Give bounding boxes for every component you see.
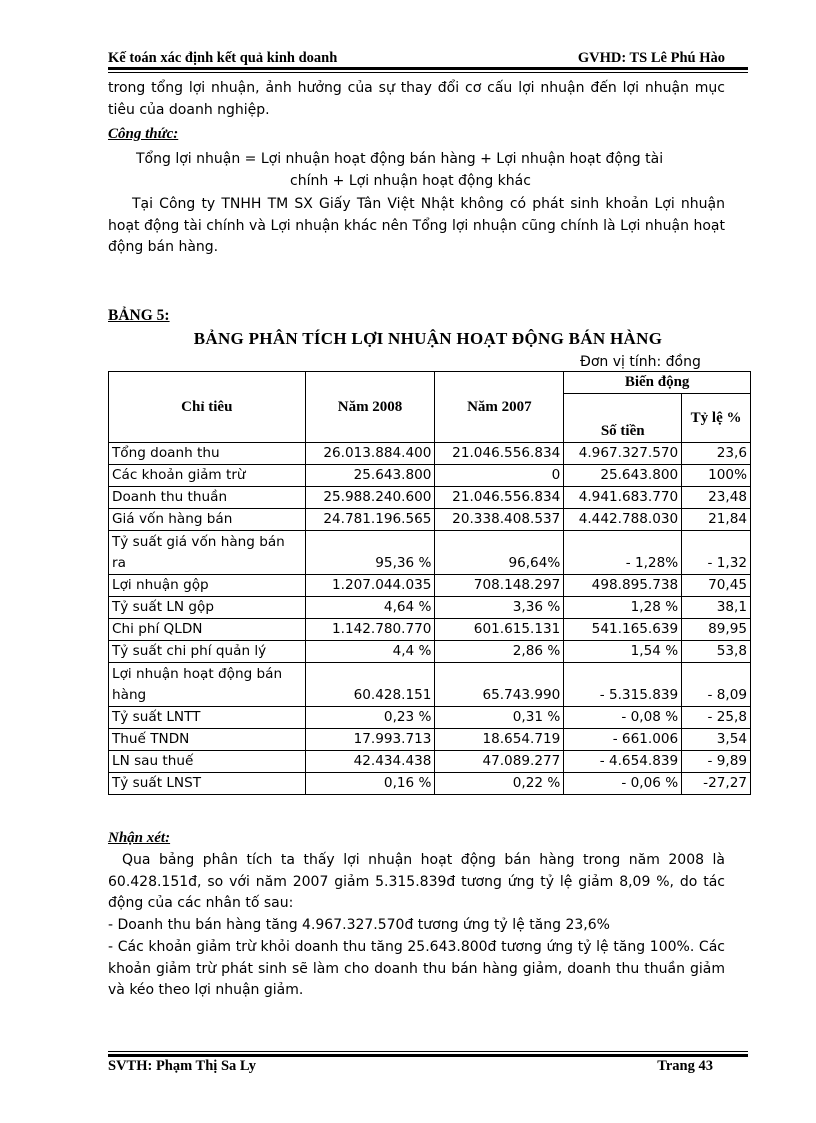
table-row: [109, 707, 751, 729]
table-row: [109, 443, 751, 465]
cell-ratio: 23,6: [682, 443, 751, 465]
cell-ratio: 23,48: [682, 487, 751, 509]
cell-2008: 0,16 %: [305, 773, 435, 795]
table-row: [109, 509, 751, 531]
page-footer: [108, 1058, 713, 1075]
row-label: Lợi nhuận gộp: [109, 575, 306, 597]
cell-amount: 25.643.800: [564, 465, 682, 487]
cell-2008: 4,64 %: [305, 597, 435, 619]
header-ratio: Tỷ lệ %: [682, 394, 751, 443]
cell-ratio: 3,54: [682, 729, 751, 751]
table-row: [109, 575, 751, 597]
profit-analysis-table: [108, 371, 751, 795]
cell-amount: 541.165.639: [564, 619, 682, 641]
cell-2007: 0,22 %: [435, 773, 564, 795]
cell-amount: - 661.006: [564, 729, 682, 751]
cell-amount: 1,54 %: [564, 641, 682, 663]
cell-2008: 0,23 %: [305, 707, 435, 729]
cell-2008: 42.434.438: [305, 751, 435, 773]
table-label: BẢNG 5:: [108, 307, 170, 324]
table-row: [109, 531, 751, 575]
cell-amount: 4.442.788.030: [564, 509, 682, 531]
cell-amount: 498.895.738: [564, 575, 682, 597]
page-header: [108, 50, 725, 67]
header-change: Biến động: [564, 372, 751, 394]
cell-2008: 25.988.240.600: [305, 487, 435, 509]
cell-ratio: 89,95: [682, 619, 751, 641]
table-row: [109, 773, 751, 795]
table-row: [109, 641, 751, 663]
footer-rule-thin: [108, 1051, 748, 1052]
row-label: LN sau thuế: [109, 751, 306, 773]
cell-2007: 0: [435, 465, 564, 487]
row-label: Tỷ suất LNTT: [109, 707, 306, 729]
footer-author: SVTH: Phạm Thị Sa Ly: [108, 1058, 257, 1074]
remarks-paragraph-2: - Doanh thu bán hàng tăng 4.967.327.570đ tương ứng tỷ lệ tăng 23,6%: [108, 917, 610, 933]
table-title: BẢNG PHÂN TÍCH LỢI NHUẬN HOẠT ĐỘNG BÁN HÀNG: [193, 329, 663, 348]
cell-ratio: - 9,89: [682, 751, 751, 773]
cell-ratio: 70,45: [682, 575, 751, 597]
cell-2007: 2,86 %: [435, 641, 564, 663]
cell-2007: 0,31 %: [435, 707, 564, 729]
cell-amount: - 4.654.839: [564, 751, 682, 773]
remarks-paragraph-1: Qua bảng phân tích ta thấy lợi nhuận hoạt động bán hàng trong năm 2008 là 60.428.151đ, so với năm 2007 giảm 5.315.839đ tương ứng tỷ lệ giảm 8,09 %, do tác động của các nhân tố sau:: [108, 852, 725, 911]
cell-amount: - 0,08 %: [564, 707, 682, 729]
cell-2007: 65.743.990: [435, 663, 564, 707]
row-label: Tỷ suất LNST: [109, 773, 306, 795]
cell-amount: - 1,28%: [564, 531, 682, 575]
cell-2008: 1.142.780.770: [305, 619, 435, 641]
cell-ratio: - 25,8: [682, 707, 751, 729]
intro-paragraph: trong tổng lợi nhuận, ảnh hưởng của sự thay đổi cơ cấu lợi nhuận đến lợi nhuận mục tiêu của doanh nghiệp.: [108, 80, 725, 118]
row-label: Lợi nhuận hoạt động bán hàng: [109, 663, 306, 707]
cell-amount: - 0,06 %: [564, 773, 682, 795]
header-rule-thin: [108, 72, 748, 73]
cell-2008: 4,4 %: [305, 641, 435, 663]
cell-ratio: 53,8: [682, 641, 751, 663]
row-label: Chi phí QLDN: [109, 619, 306, 641]
cell-amount: - 5.315.839: [564, 663, 682, 707]
cell-amount: 1,28 %: [564, 597, 682, 619]
table-row: [109, 663, 751, 707]
unit-label: Đơn vị tính: đồng: [580, 354, 701, 370]
table-row: [109, 751, 751, 773]
cell-ratio: -27,27: [682, 773, 751, 795]
header-rule-thick: [108, 67, 748, 70]
table-row: [109, 487, 751, 509]
footer-page-number: Trang 43: [657, 1058, 713, 1074]
cell-2007: 96,64%: [435, 531, 564, 575]
cell-ratio: 100%: [682, 465, 751, 487]
cell-2007: 21.046.556.834: [435, 443, 564, 465]
header-right-advisor: GVHD: TS Lê Phú Hào: [577, 50, 725, 66]
formula-line-2: chính + Lợi nhuận hoạt động khác: [290, 173, 531, 189]
cell-2007: 20.338.408.537: [435, 509, 564, 531]
cell-2008: 24.781.196.565: [305, 509, 435, 531]
table-row: [109, 729, 751, 751]
formula-line-1: Tổng lợi nhuận = Lợi nhuận hoạt động bán hàng + Lợi nhuận hoạt động tài: [136, 151, 664, 167]
cell-ratio: - 1,32: [682, 531, 751, 575]
table-row: [109, 597, 751, 619]
cell-2008: 60.428.151: [305, 663, 435, 707]
cell-2008: 17.993.713: [305, 729, 435, 751]
row-label: Tỷ suất giá vốn hàng bán ra: [109, 531, 306, 575]
cell-2007: 708.148.297: [435, 575, 564, 597]
cell-2007: 3,36 %: [435, 597, 564, 619]
cell-ratio: 21,84: [682, 509, 751, 531]
row-label: Tổng doanh thu: [109, 443, 306, 465]
cell-2007: 601.615.131: [435, 619, 564, 641]
header-amount: Số tiền: [564, 394, 682, 443]
cell-ratio: - 8,09: [682, 663, 751, 707]
remarks-paragraph-3: - Các khoản giảm trừ khỏi doanh thu tăng 25.643.800đ tương ứng tỷ lệ tăng 100%. Các khoản giảm trừ phát sinh sẽ làm cho doanh thu bán hàng giảm, doanh thu thuần giảm và kéo theo lợi nhuận giảm.: [108, 939, 725, 998]
cell-2007: 47.089.277: [435, 751, 564, 773]
row-label: Các khoản giảm trừ: [109, 465, 306, 487]
cell-2007: 18.654.719: [435, 729, 564, 751]
cell-2008: 95,36 %: [305, 531, 435, 575]
row-label: Tỷ suất chi phí quản lý: [109, 641, 306, 663]
cell-2008: 26.013.884.400: [305, 443, 435, 465]
row-label: Tỷ suất LN gộp: [109, 597, 306, 619]
row-label: Doanh thu thuần: [109, 487, 306, 509]
row-label: Giá vốn hàng bán: [109, 509, 306, 531]
cell-amount: 4.941.683.770: [564, 487, 682, 509]
header-indicator: Chỉ tiêu: [109, 372, 306, 443]
company-paragraph: Tại Công ty TNHH TM SX Giấy Tân Việt Nhật không có phát sinh khoản Lợi nhuận hoạt động tài chính và Lợi nhuận khác nên Tổng lợi nhuận cũng chính là Lợi nhuận hoạt động bán hàng.: [108, 196, 725, 255]
header-2008: Năm 2008: [305, 372, 435, 443]
header-2007: Năm 2007: [435, 372, 564, 443]
cell-amount: 4.967.327.570: [564, 443, 682, 465]
footer-rule-thick: [108, 1054, 748, 1057]
cell-2007: 21.046.556.834: [435, 487, 564, 509]
cell-2008: 1.207.044.035: [305, 575, 435, 597]
table-row: [109, 619, 751, 641]
remarks-heading: Nhận xét:: [108, 830, 171, 846]
cell-2008: 25.643.800: [305, 465, 435, 487]
header-left-title: Kế toán xác định kết quả kinh doanh: [108, 50, 338, 66]
cell-ratio: 38,1: [682, 597, 751, 619]
row-label: Thuế TNDN: [109, 729, 306, 751]
formula-heading: Công thức:: [108, 126, 179, 142]
table-row: [109, 465, 751, 487]
